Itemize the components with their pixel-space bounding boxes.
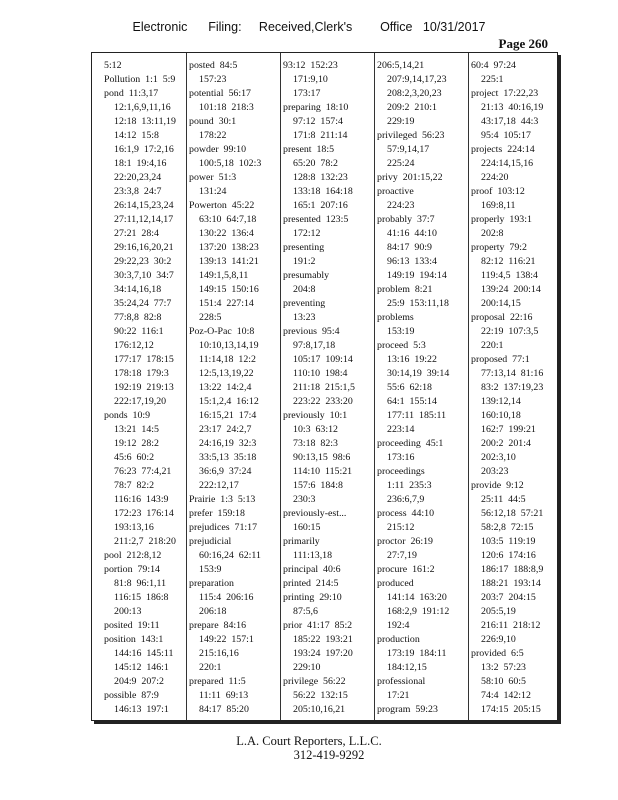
column-divider [468,53,469,720]
index-line: 145:12 146:1 [114,662,169,673]
index-line: 224:20 [481,172,509,183]
index-line: proposal 22:16 [471,312,533,323]
index-line: 24:16,19 32:3 [199,438,257,449]
index-line: 160:10,18 [481,410,521,421]
index-line: 96:13 133:4 [387,256,437,267]
index-line: 211:18 215:1,5 [293,382,355,393]
index-line: 139:13 141:21 [199,256,259,267]
index-line: 16:15,21 17:4 [199,410,257,421]
index-line: 206:5,14,21 [377,60,425,71]
index-line: 83:2 137:19,23 [481,382,544,393]
index-line: 205:5,19 [481,606,516,617]
index-line: proceed 5:3 [377,340,426,351]
index-line: 34:14,16,18 [114,284,162,295]
index-line: potential 56:17 [189,88,251,99]
index-line: 12:18 13:11,19 [114,116,176,127]
index-line: 110:10 198:4 [293,368,348,379]
index-line: Powerton 45:22 [189,200,255,211]
index-line: 206:18 [199,606,227,617]
index-line: 222:12,17 [199,480,239,491]
index-line: 185:22 193:21 [293,634,353,645]
index-line: 36:6,9 37:24 [199,466,252,477]
index-line: procure 161:2 [377,564,435,575]
index-line: pool 212:8,12 [104,550,162,561]
index-line: 146:13 197:1 [114,704,169,715]
index-line: 204:9 207:2 [114,676,164,687]
index-line: 133:18 164:18 [293,186,353,197]
index-line: 1:11 235:3 [387,480,432,491]
index-line: prejudices 71:17 [189,522,258,533]
index-line: 30:3,7,10 34:7 [114,270,174,281]
index-line: proceedings [377,466,425,477]
index-line: 149:22 157:1 [199,634,254,645]
index-line: 224:14,15,16 [481,158,534,169]
index-line: 173:17 [293,88,321,99]
index-line: 97:8,17,18 [293,340,336,351]
index-line: previously-est... [283,508,347,519]
index-line: 153:9 [199,564,222,575]
index-line: 22:19 107:3,5 [481,326,539,337]
index-line: 172:12 [293,228,321,239]
index-line: possible 87:9 [104,690,159,701]
index-line: produced [377,578,414,589]
index-line: 12:5,13,19,22 [199,368,254,379]
index-line: 18:1 19:4,16 [114,158,167,169]
index-line: 101:18 218:3 [199,102,254,113]
index-line: 192:19 219:13 [114,382,174,393]
index-line: 157:6 184:8 [293,480,343,491]
index-line: 174:15 205:15 [481,704,541,715]
index-line: power 51:3 [189,172,237,183]
index-line: 141:14 163:20 [387,592,447,603]
index-line: privileged 56:23 [377,130,445,141]
index-line: proctor 26:19 [377,536,433,547]
index-line: 116:16 143:9 [114,494,169,505]
index-line: 202:8 [481,228,504,239]
index-line: 97:12 157:4 [293,116,343,127]
column-divider [374,53,375,720]
index-line: proactive [377,186,414,197]
index-line: printed 214:5 [283,578,339,589]
electronic-filing-header: Electronic Filing: Received,Clerk's Office 10/31/2017 [132,20,486,34]
index-line: 56:12,18 57:21 [481,508,544,519]
index-line: 229:19 [387,116,415,127]
index-line: 225:1 [481,74,504,85]
index-line: 105:17 109:14 [293,354,353,365]
index-line: 176:12,12 [114,340,154,351]
index-line: 203:23 [481,466,509,477]
index-line: 60:16,24 62:11 [199,550,261,561]
index-line: ponds 10:9 [104,410,151,421]
index-line: provide 9:12 [471,480,524,491]
index-line: presented 123:5 [283,214,349,225]
index-line: 29:16,16,20,21 [114,242,174,253]
index-line: 149:19 194:14 [387,270,447,281]
index-line: 173:19 184:11 [387,648,447,659]
index-line: position 143:1 [104,634,164,645]
index-line: principal 40:6 [283,564,341,575]
index-line: 77:13,14 81:16 [481,368,544,379]
index-line: 119:4,5 138:4 [481,270,538,281]
index-line: 207:9,14,17,23 [387,74,447,85]
index-line: production [377,634,420,645]
index-line: 208:2,3,20,23 [387,88,442,99]
index-line: 157:23 [199,74,227,85]
index-line: 11:14,18 12:2 [199,354,256,365]
index-line: 12:1,6,9,11,16 [114,102,171,113]
index-line: pond 11:3,17 [104,88,159,99]
index-line: 14:12 15:8 [114,130,159,141]
index-line: 223:22 233:20 [293,396,353,407]
index-line: 149:1,5,8,11 [199,270,249,281]
index-line: 33:5,13 35:18 [199,452,257,463]
index-line: 211:2,7 218:20 [114,536,176,547]
index-line: 165:1 207:16 [293,200,348,211]
index-line: 10:10,13,14,19 [199,340,259,351]
index-line: 223:14 [387,424,415,435]
index-line: 205:10,16,21 [293,704,346,715]
index-line: 60:4 97:24 [471,60,516,71]
index-line: projects 224:14 [471,144,535,155]
index-line: 228:5 [199,312,222,323]
index-line: 11:11 69:13 [199,690,249,701]
index-column-3 [283,59,375,717]
index-line: 77:8,8 82:8 [114,312,162,323]
index-line: 160:15 [293,522,321,533]
index-line: Prairie 1:3 5:13 [189,494,256,505]
reporter-phone: 312-419-9292 [293,748,365,762]
index-line: prepare 84:16 [189,620,247,631]
index-line: 116:15 186:8 [114,592,169,603]
index-line: 43:17,18 44:3 [481,116,539,127]
index-line: probably 37:7 [377,214,435,225]
index-line: 162:7 199:21 [481,424,536,435]
word-index-box [91,52,558,721]
index-line: 95:4 105:17 [481,130,531,141]
index-line: 200:13 [114,606,142,617]
index-line: presumably [283,270,330,281]
reporter-name: L.A. Court Reporters, L.L.C. [236,734,382,748]
index-line: problem 8:21 [377,284,433,295]
index-line: 171:8 211:14 [293,130,348,141]
index-line: 16:1,9 17:2,16 [114,144,174,155]
index-line: 151:4 227:14 [199,298,254,309]
index-line: 215:16,16 [199,648,239,659]
index-line: 171:9,10 [293,74,328,85]
index-line: 73:18 82:3 [293,438,338,449]
index-line: 100:5,18 102:3 [199,158,262,169]
index-line: preparing 18:10 [283,102,349,113]
index-line: 128:8 132:23 [293,172,348,183]
index-line: 21:13 40:16,19 [481,102,544,113]
index-line: 114:10 115:21 [293,466,353,477]
index-line: professional [377,676,426,687]
index-line: 87:5,6 [293,606,318,617]
index-line: 90:13,15 98:6 [293,452,351,463]
index-line: 177:17 178:15 [114,354,174,365]
index-line: 224:23 [387,200,415,211]
index-line: 204:8 [293,284,316,295]
index-line: preventing [283,298,326,309]
index-line: 45:6 60:2 [114,452,155,463]
index-line: 10:3 63:12 [293,424,338,435]
index-line: 64:1 155:14 [387,396,437,407]
index-line: 215:12 [387,522,415,533]
index-line: posted 84:5 [189,60,238,71]
index-line: 84:17 90:9 [387,242,432,253]
court-reporter-footer [0,734,618,762]
index-line: 13:21 14:5 [114,424,159,435]
index-line: 19:12 28:2 [114,438,159,449]
index-line: 57:9,14,17 [387,144,430,155]
index-line: 115:4 206:16 [199,592,254,603]
index-line: 111:13,18 [293,550,333,561]
index-column-4 [377,59,469,717]
index-line: 55:6 62:18 [387,382,432,393]
index-line: 27:21 28:4 [114,228,159,239]
index-line: 139:24 200:14 [481,284,541,295]
index-line: previously 10:1 [283,410,348,421]
index-line: 5:12 [104,60,122,71]
index-line: 153:19 [387,326,415,337]
index-line: 229:10 [293,662,321,673]
index-line: 13:2 57:23 [481,662,526,673]
index-line: provided 6:5 [471,648,524,659]
index-line: 220:1 [199,662,222,673]
index-column-1 [104,59,196,717]
index-line: project 17:22,23 [471,88,539,99]
index-line: proposed 77:1 [471,354,530,365]
index-line: 120:6 174:16 [481,550,536,561]
index-line: privy 201:15,22 [377,172,443,183]
index-line: 25:9 153:11,18 [387,298,449,309]
index-line: program 59:23 [377,704,438,715]
index-line: properly 193:1 [471,214,532,225]
index-line: 93:12 152:23 [283,60,338,71]
index-line: Pollution 1:1 5:9 [104,74,176,85]
index-line: 78:7 82:2 [114,480,155,491]
index-line: printing 29:10 [283,592,342,603]
index-line: 149:15 150:16 [199,284,259,295]
index-line: 177:11 185:11 [387,410,447,421]
index-line: privilege 56:22 [283,676,346,687]
index-line: 35:24,24 77:7 [114,298,172,309]
index-line: 172:23 176:14 [114,508,174,519]
index-line: proceeding 45:1 [377,438,444,449]
index-line: 144:16 145:11 [114,648,174,659]
index-line: 15:1,2,4 16:12 [199,396,259,407]
index-line: 184:12,15 [387,662,427,673]
index-line: 103:5 119:19 [481,536,536,547]
index-line: primarily [283,536,320,547]
index-line: posited 19:11 [104,620,160,631]
index-line: 13:23 [293,312,316,323]
index-line: 137:20 138:23 [199,242,259,253]
index-line: proof 103:12 [471,186,525,197]
index-line: 191:2 [293,256,316,267]
index-line: 202:3,10 [481,452,516,463]
index-line: 192:4 [387,620,410,631]
index-line: Poz-O-Pac 10:8 [189,326,255,337]
index-line: 27:11,12,14,17 [114,214,174,225]
index-line: 63:10 64:7,18 [199,214,257,225]
index-line: 168:2,9 191:12 [387,606,450,617]
index-line: 76:23 77:4,21 [114,466,172,477]
index-line: prejudicial [189,536,232,547]
index-line: 81:8 96:1,11 [114,578,167,589]
index-line: 173:16 [387,452,415,463]
index-line: previous 95:4 [283,326,340,337]
index-line: 178:18 179:3 [114,368,169,379]
index-line: 13:22 14:2,4 [199,382,252,393]
index-line: 200:14,15 [481,298,521,309]
index-line: 22:20,23,24 [114,172,162,183]
index-line: 56:22 132:15 [293,690,348,701]
index-line: 23:17 24:2,7 [199,424,252,435]
index-line: 169:8,11 [481,200,516,211]
index-line: 139:12,14 [481,396,521,407]
index-line: 220:1 [481,340,504,351]
index-line: 23:3,8 24:7 [114,186,162,197]
index-line: 82:12 116:21 [481,256,536,267]
index-line: 193:24 197:20 [293,648,353,659]
index-line: 186:17 188:8,9 [481,564,544,575]
index-line: 188:21 193:14 [481,578,541,589]
index-line: 230:3 [293,494,316,505]
index-line: present 18:5 [283,144,335,155]
index-line: 193:13,16 [114,522,154,533]
index-line: 203:7 204:15 [481,592,536,603]
column-divider [186,53,187,720]
page-number: Page 260 [498,36,548,51]
index-line: portion 79:14 [104,564,160,575]
index-line: 41:16 44:10 [387,228,437,239]
index-line: powder 99:10 [189,144,247,155]
index-line: 25:11 44:5 [481,494,526,505]
column-divider [280,53,281,720]
index-line: 225:24 [387,158,415,169]
index-line: 90:22 116:1 [114,326,164,337]
index-line: prepared 11:5 [189,676,246,687]
index-line: 30:14,19 39:14 [387,368,450,379]
index-line: process 44:10 [377,508,435,519]
index-line: 226:9,10 [481,634,516,645]
index-line: 209:2 210:1 [387,102,437,113]
index-line: 26:14,15,23,24 [114,200,174,211]
index-line: 236:6,7,9 [387,494,425,505]
index-line: 74:4 142:12 [481,690,531,701]
index-line: 200:2 201:4 [481,438,531,449]
index-line: 130:22 136:4 [199,228,254,239]
index-line: 27:7,19 [387,550,417,561]
index-line: preparation [189,578,234,589]
index-line: presenting [283,242,325,253]
index-line: 17:21 [387,690,410,701]
index-line: 222:17,19,20 [114,396,167,407]
index-line: prefer 159:18 [189,508,245,519]
index-line: 13:16 19:22 [387,354,437,365]
index-line: problems [377,312,414,323]
index-line: 65:20 78:2 [293,158,338,169]
index-line: pound 30:1 [189,116,237,127]
index-line: 178:22 [199,130,227,141]
index-line: prior 41:17 85:2 [283,620,353,631]
index-column-5 [471,59,563,717]
index-line: 29:22,23 30:2 [114,256,172,267]
index-line: property 79:2 [471,242,527,253]
index-line: 84:17 85:20 [199,704,249,715]
index-line: 58:2,8 72:15 [481,522,534,533]
index-column-2 [189,59,281,717]
index-line: 58:10 60:5 [481,676,526,687]
index-line: 131:24 [199,186,227,197]
index-line: 216:11 218:12 [481,620,541,631]
